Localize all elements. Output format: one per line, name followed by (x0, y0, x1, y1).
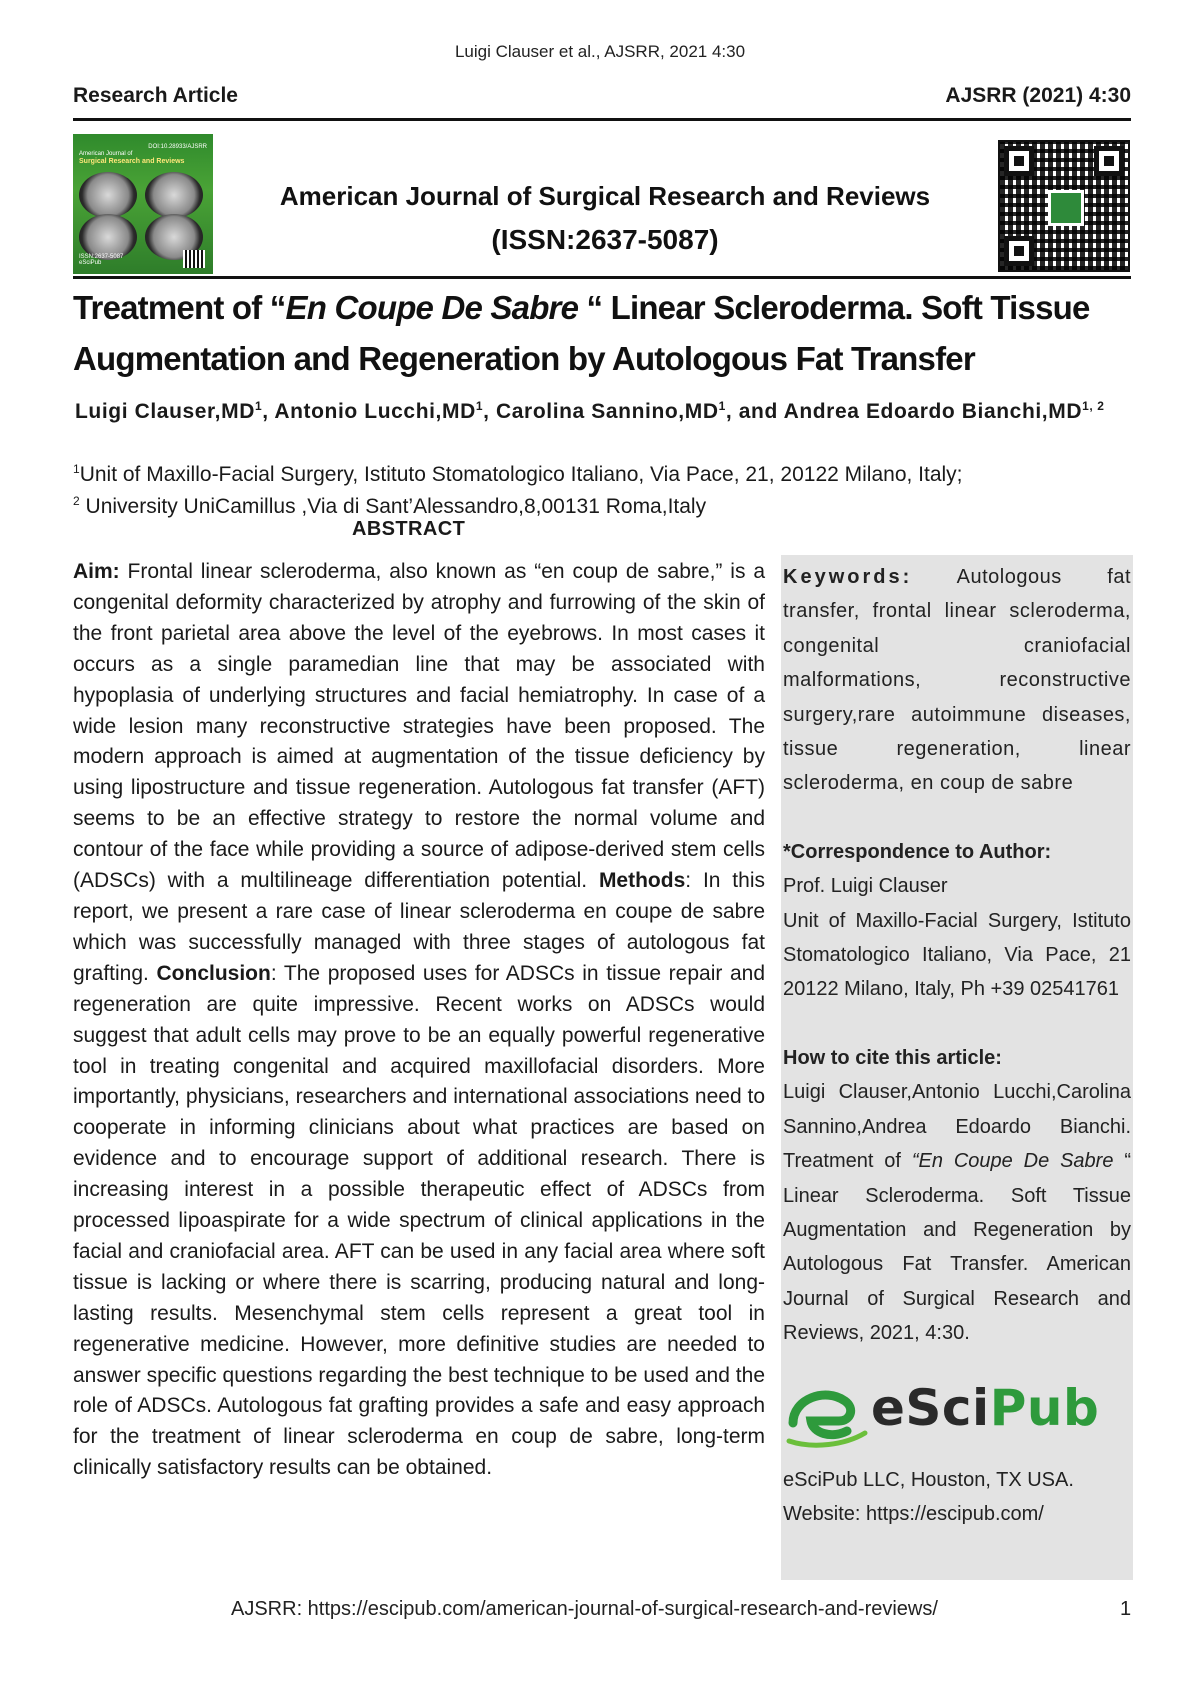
header-row (73, 84, 1131, 114)
author-name: Luigi Clauser,MD (75, 400, 255, 423)
cover-journal-big: Surgical Research and Reviews (79, 158, 185, 166)
correspondence-heading: *Correspondence to Author: (783, 840, 1052, 863)
journal-name: American Journal of Surgical Research and Reviews (279, 181, 931, 211)
cover-journal-small: American Journal of (79, 151, 133, 158)
correspondence-block (783, 835, 1131, 1007)
cite-block (783, 1041, 1131, 1351)
paper-title: Treatment of “En Coupe De Sabre “ Linear Scleroderma. Soft Tissue Augmentation and Regeneration by Autologous Fat Transfer (73, 289, 1090, 377)
cover-text (79, 144, 207, 167)
journal-title-block (220, 174, 990, 262)
escipub-logo[interactable] (783, 1378, 1131, 1463)
correspondence-address: Unit of Maxillo-Facial Surgery, Istituto Stomatologico Italiano, Via Pace, 21 20122 Milano, Italy, Ph +39 02541761 (783, 909, 1131, 1001)
info-sidebar (781, 555, 1133, 1580)
article-type: Research Article (73, 84, 238, 107)
author-list: Luigi $Clauser,MD^1$, Antonio $Lucchi,MD^1$, Carolina $Sannino,MD^1$, and Andrea Edoardo Bianchi,MD$^{1, 2}$ (75, 399, 1105, 423)
abstract-heading: ABSTRACT (352, 518, 466, 540)
ct-scan-image (79, 172, 137, 218)
website-line[interactable]: Website: https://escipub.com/ (783, 1502, 1044, 1525)
cite-heading: How to cite this article: (783, 1046, 1002, 1069)
journal-cover-image (73, 134, 213, 274)
footer-url[interactable]: AJSRR: https://escipub.com/american-journal-of-surgical-research-and-reviews/ (231, 1598, 938, 1620)
cite-text: Luigi Clauser,Antonio Lucchi,Carolina Sannino,Andrea Edoardo Bianchi. Treatment of “En Coupe De Sabre “ Linear Scleroderma. Soft Tissue Augmentation and Regeneration by Autologous Fat Transfer. American Journal of Surgical Research and Reviews, 2021, 4:30. (783, 1081, 1132, 1345)
escipub-e-icon (785, 1383, 869, 1453)
page-number: 1 (1120, 1598, 1132, 1620)
conclusion-label: Conclusion (156, 961, 271, 985)
publisher-line: eSciPub LLC, Houston, TX USA. (783, 1468, 1074, 1491)
keywords: Keywords: Autologous fat transfer, frontal linear scleroderma, congenital craniofacial malformations, reconstructive surgery,rare autoimmune diseases, tissue regeneration, linear scleroderma, en coup de sabre (783, 566, 1131, 795)
qr-code-icon[interactable] (998, 140, 1130, 272)
correspondence-name: Prof. Luigi Clauser (783, 875, 948, 898)
cover-qr-icon (183, 250, 205, 268)
journal-issn: (ISSN:2637-5087) (491, 224, 719, 255)
affiliation: $^1$Unit of Maxillo-Facial Surgery, Istituto Stomatologico Italiano, Via Pace, 21, 20122 Milano, Italy; (73, 462, 963, 486)
abstract-body: Aim: Frontal linear scleroderma, also known as “en coup de sabre,” is a congenital deformity characterized by atrophy and furrowing of the skin of the front parietal area above the level of the eyebrows. In most cases it occurs as a single paramedian line that may be associated with hypoplasia of underlying structures and facial hemiatrophy. In case of a wide lesion many reconstructive strategies have been proposed. The modern approach is aimed at augmentation of the tissue deficiency by using lipostructure and tissue regeneration. Autologous fat transfer (AFT) seems to be an effective strategy to restore the normal volume and contour of the face while providing a source of adipose-derived stem cells (ADSCs) with a multilineage differentiation potential. Methods: In this report, we present a rare case of linear scleroderma en coupe de sabre which was successfully managed with three stages of autologous fat grafting. Conclusion: The proposed uses for ADSCs in tissue repair and regeneration are quite impressive. Recent works on ADSCs would suggest that adult cells may prove to be an equally powerful regenerative tool in treating congenital and acquired maxillofacial disorders. More importantly, physicians, researchers and international associations need to cooperate in informing clinicians about what practices are based on evidence and to encourage support of additional research. There is increasing interest in a possible therapeutic effect of ADSCs from processed lipoaspirate for a wide spectrum of clinical applications in the facial and craniofacial area. AFT can be used in any facial area where soft tissue is lacking or where there is scarring, producing natural and long-lasting results. Mesenchymal stem cells represent a great tool in regenerative medicine. However, more definitive studies are needed to answer specific questions regarding the best technique to be used and the role of ADSCs. Autologous fat grafting provides a safe and easy approach for the treatment of linear scleroderma en coup de sabre, long-term clinically satisfactory results can be obtained. (73, 560, 766, 1480)
cover-doi: DOI:10.28933/AJSRR (148, 144, 207, 150)
header-rule-bottom (73, 276, 1131, 279)
citation-short: AJSRR (2021) 4:30 (945, 84, 1131, 107)
escipub-wordmark: eSciPub (871, 1378, 1100, 1437)
methods-label: Methods (598, 869, 686, 893)
aim-label: Aim: (73, 560, 120, 583)
author-name: Antonio Lucchi,MD (274, 400, 476, 423)
author-name: Andrea Edoardo Bianchi,MD (783, 400, 1083, 423)
header-rule-top (73, 118, 1131, 121)
affiliation: $^2$ University UniCamillus ,Via di Sant’Alessandro,8,00131 Roma,Italy (73, 494, 707, 518)
cover-issn: ISSN:2637-5087 eSciPub (79, 254, 124, 266)
author-name: Carolina Sannino,MD (496, 400, 719, 423)
ct-scan-image (145, 172, 203, 218)
running-head: Luigi Clauser et al., AJSRR, 2021 4:30 (454, 42, 746, 61)
